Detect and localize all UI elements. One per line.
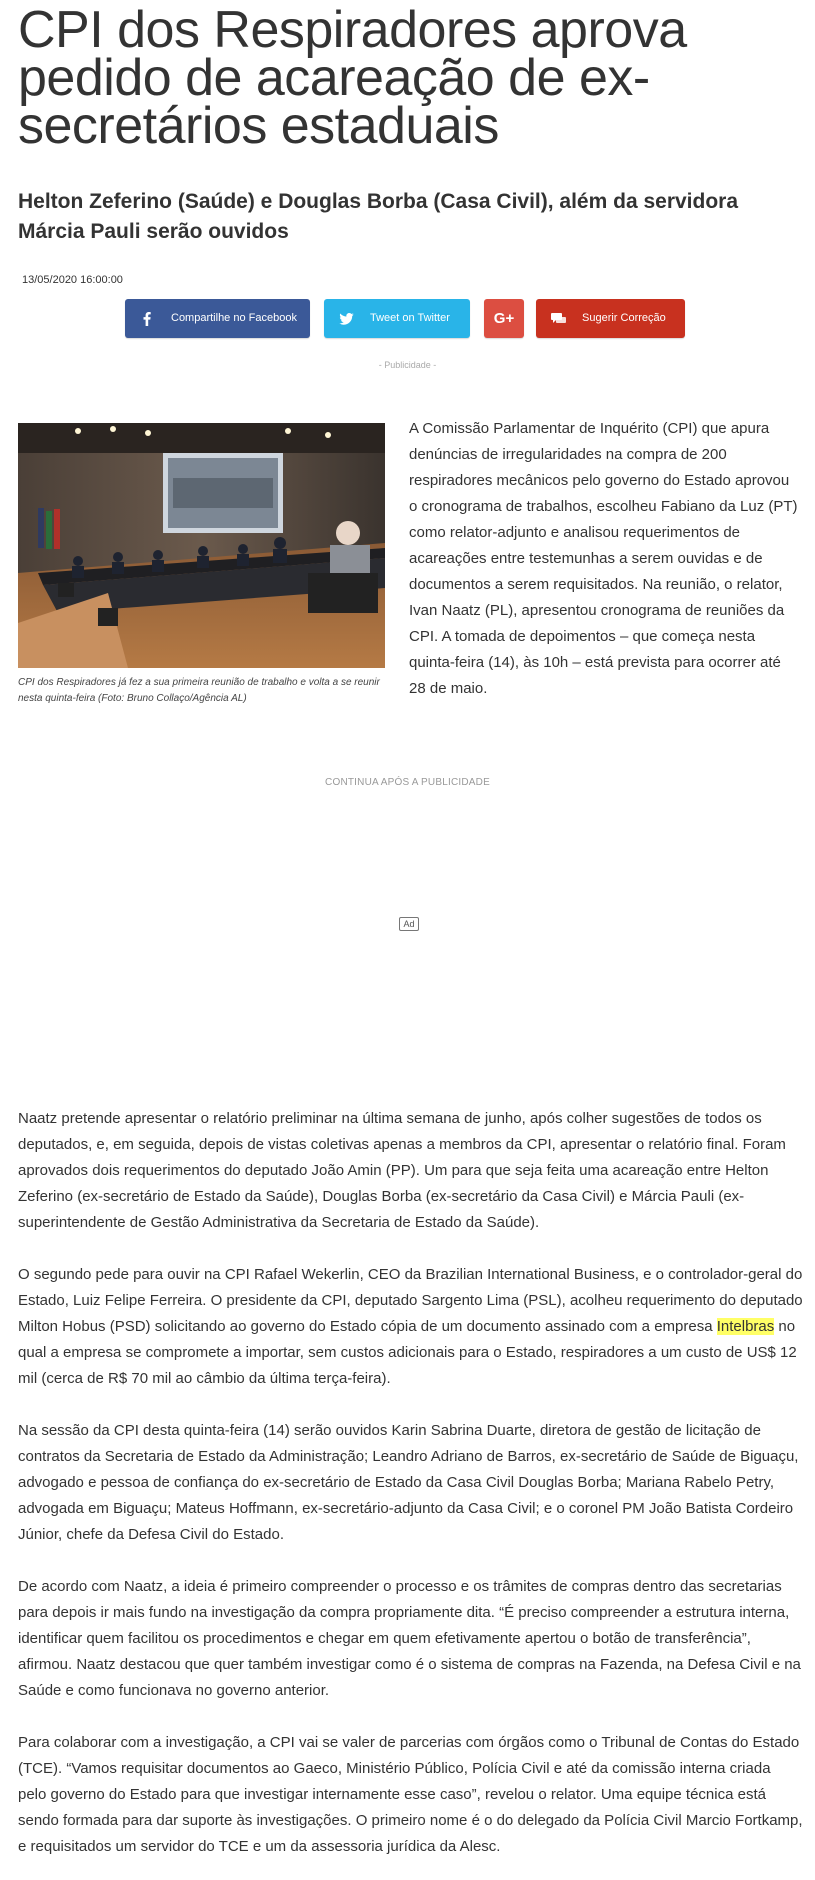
- paragraph-text: O segundo pede para ouvir na CPI Rafael Wekerlin, CEO da Brazilian International Business, e o controlador-geral do Estado, Luiz Felipe Ferreira. O presidente da CPI, deputado Sargento Lima (PSL), acolheu requerimento do deputado Milton Hobus (PSD) solicitando ao governo do Estado cópia de um documento assinado com a empresa: [18, 1266, 803, 1335]
- publish-date: 13/05/2020 16:00:00: [22, 274, 123, 286]
- ad-label-top: - Publicidade -: [378, 360, 437, 370]
- photo-caption: CPI dos Respiradores já fez a sua primeira reunião de trabalho e volta a se reunir nesta quinta-feira (Foto: Bruno Collaço/Agência AL): [18, 677, 380, 704]
- share-twitter-button[interactable]: [324, 299, 470, 338]
- share-facebook-button[interactable]: [125, 299, 310, 338]
- meeting-room-image: [18, 423, 385, 668]
- ad-label-mid: CONTINUA APÓS A PUBLICIDADE: [325, 777, 490, 788]
- comment-icon: [548, 299, 568, 338]
- facebook-icon: [137, 299, 157, 338]
- article-photo: [18, 423, 385, 668]
- share-googleplus-button[interactable]: [484, 299, 524, 338]
- twitter-icon: [336, 299, 356, 338]
- paragraph-text: no qual a empresa se compromete a importar, sem custos adicionais para o Estado, respiradores a um custo de US$ 12 mil (cerca de R$ 70 mil ao câmbio da última terça-feira).: [18, 1318, 797, 1387]
- intelbras-link[interactable]: Intelbras: [716, 1318, 775, 1335]
- googleplus-icon: G+: [493, 310, 515, 327]
- suggest-correction-label: Sugerir Correção: [582, 312, 666, 324]
- ad-badge[interactable]: Ad: [399, 917, 419, 931]
- share-twitter-label: Tweet on Twitter: [370, 312, 450, 324]
- article-subtitle: Helton Zeferino (Saúde) e Douglas Borba (Casa Civil), além da servidora Márcia Pauli serão ouvidos: [18, 190, 739, 243]
- article-paragraph: Para colaborar com a investigação, a CPI vai se valer de parcerias com órgãos como o Tribunal de Contas do Estado (TCE). “Vamos requisitar documentos ao Gaeco, Ministério Público, Polícia Civil e até da comissão interna criada pelo governo do Estado para que investigar internamente esse caso”, revelou o relator. Uma equipe técnica está sendo formada para dar suporte às investigações. O primeiro nome é o do delegado da Polícia Civil Marcio Fortkamp, e requisitados um servidor do TCE e um da assessoria jurídica da Alesc.: [18, 1734, 803, 1855]
- share-facebook-label: Compartilhe no Facebook: [171, 312, 297, 324]
- lead-paragraph: A Comissão Parlamentar de Inquérito (CPI) que apura denúncias de irregularidades na compra de 200 respiradores mecânicos pelo governo do Estado aprovou o cronograma de trabalhos, escolheu Fabiano da Luz (PT) como relator-adjunto e analisou requerimentos de acareações entre testemunhas a serem ouvidas e de documentos a serem requisitados. Na reunião, o relator, Ivan Naatz (PL), apresentou cronograma de reuniões da CPI. A tomada de depoimentos – que começa nesta quinta-feira (14), às 10h – está prevista para ocorrer até 28 de maio.: [409, 420, 798, 697]
- article-paragraph: [18, 1262, 803, 1392]
- share-bar: [125, 299, 725, 338]
- article-paragraph: De acordo com Naatz, a ideia é primeiro compreender o processo e os trâmites de compras dentro das secretarias para depois ir mais fundo na investigação da compra propriamente dita. “É preciso compreender a estrutura interna, identificar quem facilitou os procedimentos e chegar em quem efetivamente apertou o botão de transferência”, afirmou. Naatz destacou que quer também investigar como é o sistema de compras na Fazenda, na Defesa Civil e na Saúde e como funcionava no governo anterior.: [18, 1578, 801, 1699]
- article-paragraph: Naatz pretende apresentar o relatório preliminar na última semana de junho, após colher sugestões de todos os deputados, e, em seguida, depois de vistas coletivas apenas a membros da CPI, apresentar o relatório final. Foram aprovados dois requerimentos do deputado João Amin (PP). Um para que seja feita uma acareação entre Helton Zeferino (ex-secretário de Estado da Saúde), Douglas Borba (ex-secretário da Casa Civil) e Márcia Pauli (ex-superintendente de Gestão Administrativa da Secretaria de Estado da Saúde).: [18, 1110, 786, 1231]
- article-title: CPI dos Respiradores aprova pedido de acareação de ex-secretários estaduais: [18, 1, 687, 155]
- article-paragraph: Na sessão da CPI desta quinta-feira (14) serão ouvidos Karin Sabrina Duarte, diretora de gestão de licitação de contratos da Secretaria de Estado da Administração; Leandro Adriano de Barros, ex-secretário de Saúde de Biguaçu, advogado e pessoa de confiança do ex-secretário de Estado da Casa Civil Douglas Borba; Mariana Rabelo Petry, advogada em Biguaçu; Mateus Hoffmann, ex-secretário-adjunto da Casa Civil; e o coronel PM João Batista Cordeiro Júnior, chefe da Defesa Civil do Estado.: [18, 1422, 799, 1543]
- suggest-correction-button[interactable]: [536, 299, 685, 338]
